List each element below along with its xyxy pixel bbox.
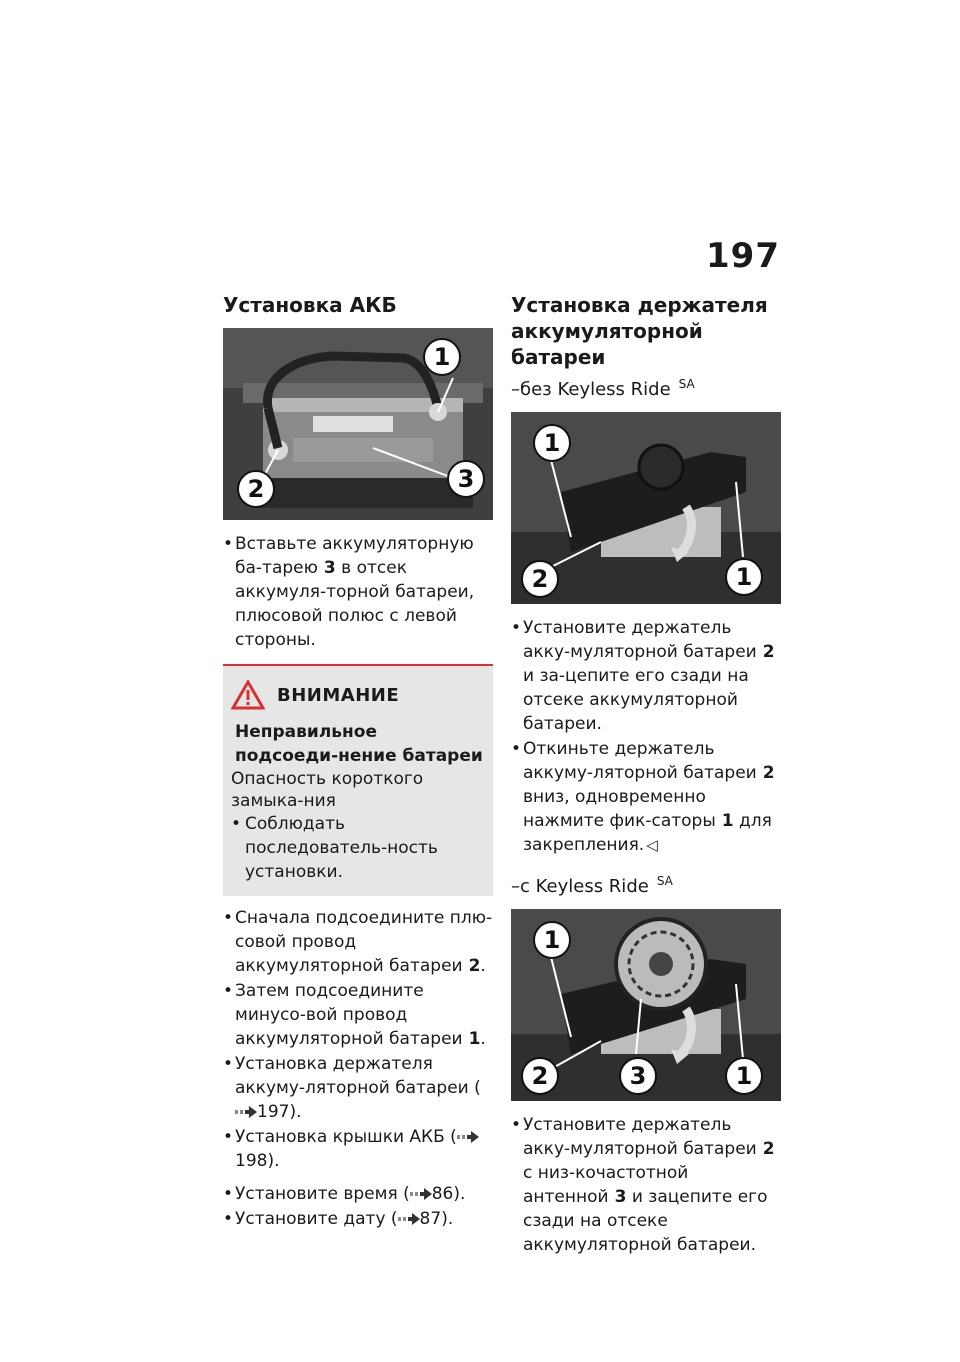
arrow-reference-icon [398,1213,420,1225]
list-item[interactable]: • Установка крышки АКБ (198). [223,1125,493,1173]
install-steps-list [223,532,493,652]
page-number: 197 [706,236,780,276]
callout-1: 1 [533,424,571,462]
callout-2: 2 [237,470,275,508]
keyless-holder-steps-list [511,1113,781,1257]
arrow-reference-icon [457,1131,479,1143]
left-column [223,292,493,1232]
holder-steps-list [511,616,781,857]
callout-2: 2 [521,560,559,598]
arrow-reference-icon [410,1188,432,1200]
holder-photo-with-keyless [511,909,781,1101]
list-item[interactable]: • Установка держателя аккуму-ляторной батареи (197). [223,1052,493,1124]
warning-item: • Соблюдать последователь-ность установки. [231,812,485,884]
callout-2: 2 [521,1057,559,1095]
list-item: • Установите держатель акку-муляторной батареи 2 и за-цепите его сзади на отсеке аккумуляторной батареи. [511,616,781,736]
callout-1: 1 [725,1057,763,1095]
list-item: • Откиньте держатель аккуму-ляторной батареи 2 вниз, одновременно нажмите фик-саторы 1 для закрепления. ◁ [511,737,781,857]
warning-text: Опасность короткого замыка-ния [231,769,424,811]
variant-with-keyless: –с Keyless Ride $^{SA}$ [511,874,673,897]
connect-steps-list [223,906,493,1173]
warning-triangle-icon [231,680,265,710]
callout-1: 1 [533,921,571,959]
warning-box [223,664,493,896]
callout-3: 3 [447,460,485,498]
holder-photo-without-keyless [511,412,781,604]
list-item: • Вставьте аккумуляторную ба-тарею 3 в отсек аккумуля-торной батареи, плюсовой полюс с левой стороны. [223,532,493,652]
callout-3: 3 [619,1057,657,1095]
page-reference-link: 198 [235,1151,268,1171]
page-reference-link: 86 [431,1184,454,1204]
list-item: • Сначала подсоедините плю-совой провод аккумуляторной батареи 2. [223,906,493,978]
variant-without-keyless: –без Keyless Ride $^{SA}$ [511,377,695,400]
page-reference-link: 87 [419,1209,442,1229]
section-title-holder-install: Установка держателя аккумуляторной батареи [511,293,768,369]
list-item: • Затем подсоедините минусо-вой провод аккумуляторной батареи 1. [223,979,493,1051]
section-title-battery-install: Установка АКБ [223,293,397,317]
page-reference-link: 197 [257,1102,290,1122]
right-column [511,292,781,1258]
battery-photo [223,328,493,520]
list-item: • Установите держатель акку-муляторной батареи 2 с низ-кочастотной антенной 3 и зацепите его сзади на отсеке аккумуляторной батареи. [511,1113,781,1257]
list-item[interactable]: • Установите дату ( 87). [223,1207,493,1231]
warning-heading: Неправильное подсоеди-нение батареи [235,722,483,766]
callout-1: 1 [725,558,763,596]
section-end-mark: ◁ [646,836,658,854]
list-item[interactable]: • Установите время ( 86). [223,1182,493,1206]
callout-1: 1 [423,338,461,376]
arrow-reference-icon [235,1106,257,1118]
settings-steps-list [223,1182,493,1231]
warning-title: ВНИМАНИЕ [277,684,400,706]
